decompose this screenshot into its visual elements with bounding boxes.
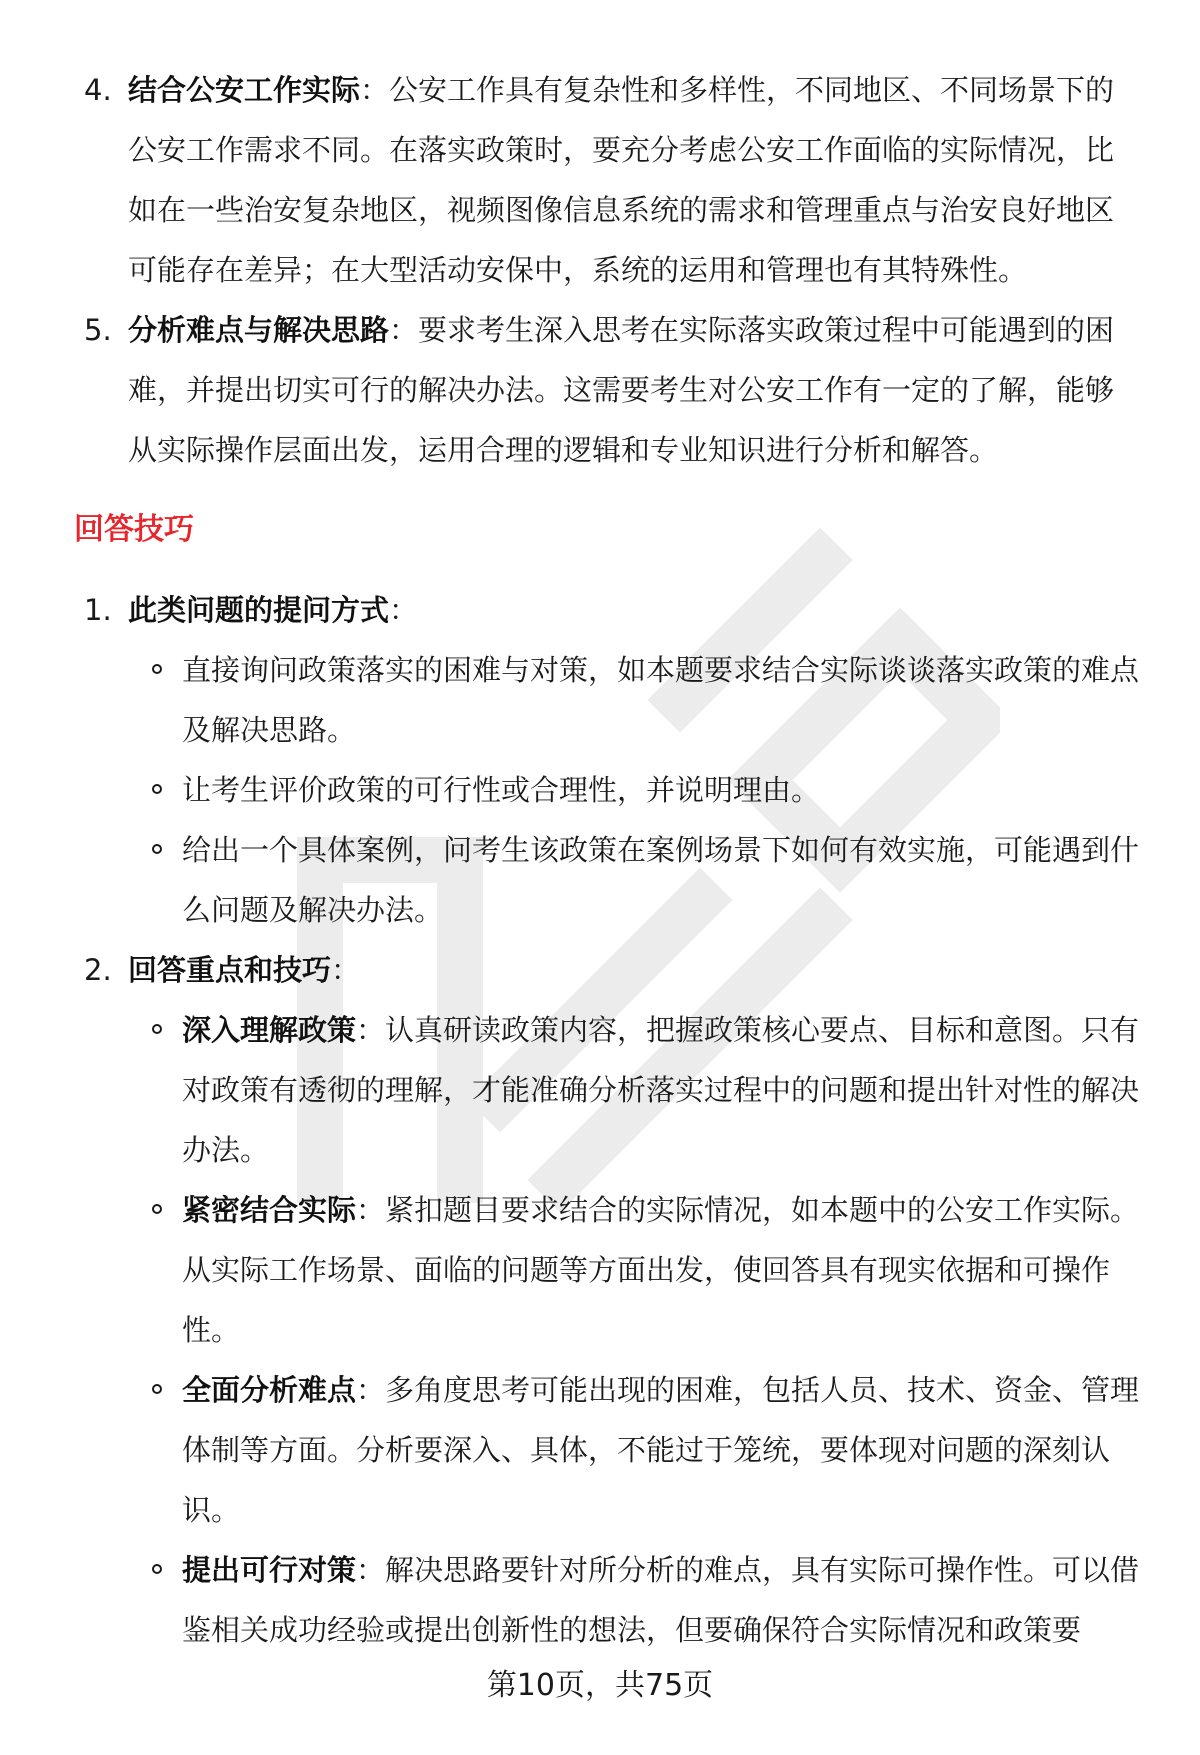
item-title: 回答重点和技巧 <box>128 953 332 987</box>
circle-bullet-icon <box>152 1204 162 1214</box>
sub-item-title: 深入理解政策 <box>182 1013 357 1047</box>
list-number: 2. <box>84 953 112 987</box>
sub-item-body: 给出一个具体案例，问考生该政策在案例场景下如何有效实施，可能遇到什么问题及解决办法。 <box>182 833 1140 927</box>
circle-bullet-icon <box>152 1564 162 1574</box>
sub-item-body: 紧扣题目要求结合的实际情况，如本题中的公安工作实际。从实际工作场景、面临的问题等方面出发，使回答具有现实依据和可操作性。 <box>182 1193 1140 1347</box>
list-number: 4. <box>84 73 112 107</box>
circle-bullet-icon <box>152 1024 162 1034</box>
sub-list-item <box>0 640 1200 760</box>
list-number: 5. <box>84 313 112 347</box>
sub-list-item: 提出可行对策：解决思路要针对所分析的难点，具有实际可操作性。可以借鉴相关成功经验或提出创新性的想法，但要确保符合实际情况和政策要 <box>0 1540 1200 1660</box>
sub-item-title: 紧密结合实际 <box>182 1193 357 1227</box>
sub-item-title: 提出可行对策 <box>182 1553 357 1587</box>
item-title: 结合公安工作实际 <box>128 73 361 107</box>
sub-list-item: 紧密结合实际：紧扣题目要求结合的实际情况，如本题中的公安工作实际。从实际工作场景、面临的问题等方面出发，使回答具有现实依据和可操作性。 <box>0 1180 1200 1360</box>
sub-item-body: 直接询问政策落实的困难与对策，如本题要求结合实际谈谈落实政策的难点及解决思路。 <box>182 653 1140 747</box>
document-body <box>0 60 1200 1660</box>
list-item: 2. 回答重点和技巧： <box>0 940 1200 1000</box>
sub-item-title: 全面分析难点 <box>182 1373 357 1407</box>
sub-list-item: 全面分析难点：多角度思考可能出现的困难，包括人员、技术、资金、管理体制等方面。分析要深入、具体，不能过于笼统，要体现对问题的深刻认识。 <box>0 1360 1200 1540</box>
item-body: 要求考生深入思考在实际落实政策过程中可能遇到的困难，并提出切实可行的解决办法。这需要考生对公安工作有一定的了解，能够从实际操作层面出发，运用合理的逻辑和专业知识进行分析和解答。 <box>128 313 1115 467</box>
list-number: 1. <box>84 593 112 627</box>
list-item: 1. 此类问题的提问方式： <box>0 580 1200 640</box>
sub-item-body: 多角度思考可能出现的困难，包括人员、技术、资金、管理体制等方面。分析要深入、具体，不能过于笼统，要体现对问题的深刻认识。 <box>182 1373 1140 1527</box>
list-item: 4. 结合公安工作实际：公安工作具有复杂性和多样性，不同地区、不同场景下的公安工作需求不同。在落实政策时，要充分考虑公安工作面临的实际情况，比如在一些治安复杂地区，视频图像信息系统的需求和管理重点与治安良好地区可能存在差异；在大型活动安保中，系统的运用和管理也有其特殊性。 <box>0 60 1200 300</box>
item-body: 公安工作具有复杂性和多样性，不同地区、不同场景下的公安工作需求不同。在落实政策时，要充分考虑公安工作面临的实际情况，比如在一些治安复杂地区，视频图像信息系统的需求和管理重点与治安良好地区可能存在差异；在大型活动安保中，系统的运用和管理也有其特殊性。 <box>128 73 1115 287</box>
sub-item-body: 解决思路要针对所分析的难点，具有实际可操作性。可以借鉴相关成功经验或提出创新性的想法，但要确保符合实际情况和政策要 <box>182 1553 1140 1647</box>
circle-bullet-icon <box>152 1384 162 1394</box>
sub-list-item: 深入理解政策：认真研读政策内容，把握政策核心要点、目标和意图。只有对政策有透彻的理解，才能准确分析落实过程中的问题和提出针对性的解决办法。 <box>0 1000 1200 1180</box>
sub-list-item <box>0 760 1200 820</box>
page-footer: 第10页，共75页 <box>486 1668 714 1703</box>
sub-item-body: 让考生评价政策的可行性或合理性，并说明理由。 <box>182 773 821 807</box>
item-title: 分析难点与解决思路 <box>128 313 390 347</box>
sub-list-item <box>0 820 1200 940</box>
sub-item-body: 认真研读政策内容，把握政策核心要点、目标和意图。只有对政策有透彻的理解，才能准确分析落实过程中的问题和提出针对性的解决办法。 <box>182 1013 1140 1167</box>
section-heading: 回答技巧 <box>74 512 194 547</box>
item-title: 此类问题的提问方式 <box>128 593 390 627</box>
circle-bullet-icon <box>152 844 162 854</box>
circle-bullet-icon <box>152 784 162 794</box>
list-item: 5. 分析难点与解决思路：要求考生深入思考在实际落实政策过程中可能遇到的困难，并提出切实可行的解决办法。这需要考生对公安工作有一定的了解，能够从实际操作层面出发，运用合理的逻辑和专业知识进行分析和解答。 <box>0 300 1200 480</box>
circle-bullet-icon <box>152 664 162 674</box>
